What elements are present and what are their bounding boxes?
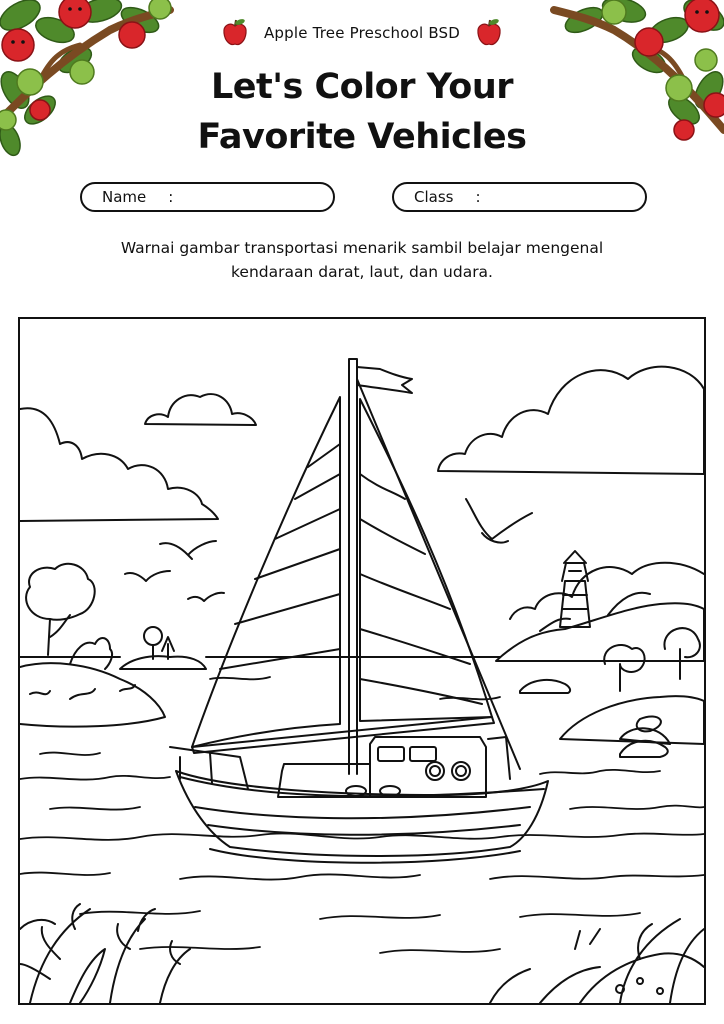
seagull-2: [125, 571, 170, 581]
sail-main: [192, 397, 340, 747]
island-right: [560, 628, 704, 744]
rigging: [357, 379, 520, 769]
boat-rail-stern: [488, 737, 510, 779]
boom: [192, 717, 494, 753]
seagull-3: [188, 593, 224, 601]
class-field[interactable]: [392, 182, 647, 212]
instructions-line-1: Warnai gambar transportasi menarik sambil belajar mengenal: [120, 239, 604, 257]
page-title: [0, 62, 724, 162]
apple-icon: [474, 18, 504, 48]
boat-cabin: [278, 737, 486, 797]
sailboat-coloring-illustration: [20, 319, 704, 1003]
boat-hull: [176, 771, 548, 856]
seagull-4: [466, 499, 532, 543]
island-distant: [120, 627, 206, 669]
coloring-frame: [18, 317, 706, 1005]
school-name: Apple Tree Preschool BSD: [263, 24, 461, 42]
mast: [349, 359, 357, 774]
class-colon: :: [475, 188, 481, 206]
rock-1: [520, 680, 570, 693]
cloud-right: [438, 367, 704, 474]
instructions: [60, 236, 664, 284]
school-name-line: [0, 18, 724, 48]
hill-right: [496, 603, 704, 661]
title-line-1: Let's Color Your: [210, 67, 514, 107]
flag: [357, 367, 412, 393]
name-colon: :: [168, 188, 174, 206]
foreground-plants-left: [20, 904, 190, 1003]
instructions-line-2: kendaraan darat, laut, dan udara.: [231, 263, 493, 281]
cloud-small: [145, 394, 256, 425]
seagull-1: [160, 541, 216, 559]
name-label: Name: [102, 188, 147, 206]
name-field[interactable]: [80, 182, 335, 212]
sail-jib: [360, 399, 492, 721]
apple-icon: [220, 18, 250, 48]
island-left: [20, 564, 165, 727]
foreground-plants-right: [490, 919, 704, 1003]
title-line-2: Favorite Vehicles: [197, 117, 527, 157]
class-label: Class: [414, 188, 454, 206]
water-waves: [20, 677, 704, 953]
